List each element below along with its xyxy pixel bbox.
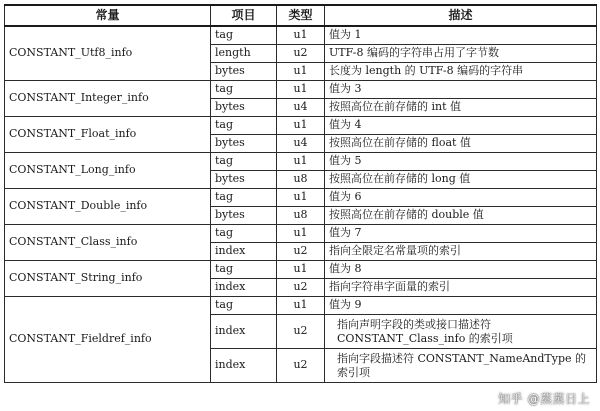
type-cell: u1 — [277, 63, 325, 81]
constant-name: CONSTANT_String_info — [5, 261, 211, 297]
constant-name: CONSTANT_Double_info — [5, 189, 211, 225]
type-cell: u4 — [277, 135, 325, 153]
description-cell: 按照高位在前存储的 int 值 — [325, 99, 597, 117]
type-cell: u8 — [277, 171, 325, 189]
description-cell: 值为 1 — [325, 26, 597, 45]
constant-name: CONSTANT_Long_info — [5, 153, 211, 189]
item-cell: tag — [211, 26, 277, 45]
item-cell: index — [211, 243, 277, 261]
constant-name: CONSTANT_Utf8_info — [5, 26, 211, 81]
description-cell: 按照高位在前存储的 float 值 — [325, 135, 597, 153]
table-row — [5, 225, 597, 243]
item-cell: index — [211, 279, 277, 297]
item-cell: tag — [211, 225, 277, 243]
item-cell: index — [211, 349, 277, 383]
description-cell: 指向字段描述符 CONSTANT_NameAndType 的索引项 — [325, 349, 597, 383]
description-cell: 指向字符串字面量的索引 — [325, 279, 597, 297]
description-cell: 长度为 length 的 UTF-8 编码的字符串 — [325, 63, 597, 81]
type-cell: u1 — [277, 117, 325, 135]
type-cell: u2 — [277, 349, 325, 383]
table-header-row — [5, 5, 597, 26]
table-row — [5, 117, 597, 135]
type-cell: u4 — [277, 99, 325, 117]
type-cell: u2 — [277, 315, 325, 349]
constant-pool-table — [4, 4, 597, 383]
item-cell: bytes — [211, 99, 277, 117]
item-cell: bytes — [211, 135, 277, 153]
item-cell: tag — [211, 189, 277, 207]
constant-name: CONSTANT_Fieldref_info — [5, 297, 211, 383]
watermark-text: 知乎 @蒸蒸日上 — [498, 392, 590, 406]
item-cell: length — [211, 45, 277, 63]
description-cell: 值为 5 — [325, 153, 597, 171]
description-cell: 值为 7 — [325, 225, 597, 243]
type-cell: u1 — [277, 297, 325, 315]
description-cell: 按照高位在前存储的 long 值 — [325, 171, 597, 189]
table-row — [5, 297, 597, 315]
description-cell: 指向全限定名常量项的索引 — [325, 243, 597, 261]
table-row — [5, 26, 597, 45]
table-row — [5, 81, 597, 99]
item-cell: tag — [211, 153, 277, 171]
type-cell: u1 — [277, 225, 325, 243]
constant-name: CONSTANT_Integer_info — [5, 81, 211, 117]
type-cell: u1 — [277, 81, 325, 99]
document-page — [4, 4, 596, 408]
item-cell: tag — [211, 81, 277, 99]
item-cell: bytes — [211, 63, 277, 81]
item-cell: bytes — [211, 171, 277, 189]
description-cell: 值为 4 — [325, 117, 597, 135]
description-cell: 值为 6 — [325, 189, 597, 207]
type-cell: u8 — [277, 207, 325, 225]
item-cell: tag — [211, 261, 277, 279]
description-cell: UTF-8 编码的字符串占用了字节数 — [325, 45, 597, 63]
description-cell: 值为 8 — [325, 261, 597, 279]
item-cell: bytes — [211, 207, 277, 225]
description-cell: 值为 3 — [325, 81, 597, 99]
description-cell: 按照高位在前存储的 double 值 — [325, 207, 597, 225]
type-cell: u1 — [277, 26, 325, 45]
header-description: 描述 — [325, 5, 597, 26]
constant-name: CONSTANT_Float_info — [5, 117, 211, 153]
table-row — [5, 189, 597, 207]
description-cell: 值为 9 — [325, 297, 597, 315]
type-cell: u2 — [277, 45, 325, 63]
type-cell: u1 — [277, 261, 325, 279]
table-row — [5, 261, 597, 279]
type-cell: u2 — [277, 279, 325, 297]
description-cell: 指向声明字段的类或接口描述符 CONSTANT_Class_info 的索引项 — [325, 315, 597, 349]
table-row — [5, 153, 597, 171]
item-cell: index — [211, 315, 277, 349]
item-cell: tag — [211, 117, 277, 135]
header-constant: 常量 — [5, 5, 211, 26]
constant-name: CONSTANT_Class_info — [5, 225, 211, 261]
item-cell: tag — [211, 297, 277, 315]
type-cell: u1 — [277, 153, 325, 171]
header-item: 项目 — [211, 5, 277, 26]
type-cell: u2 — [277, 243, 325, 261]
type-cell: u1 — [277, 189, 325, 207]
header-type: 类型 — [277, 5, 325, 26]
